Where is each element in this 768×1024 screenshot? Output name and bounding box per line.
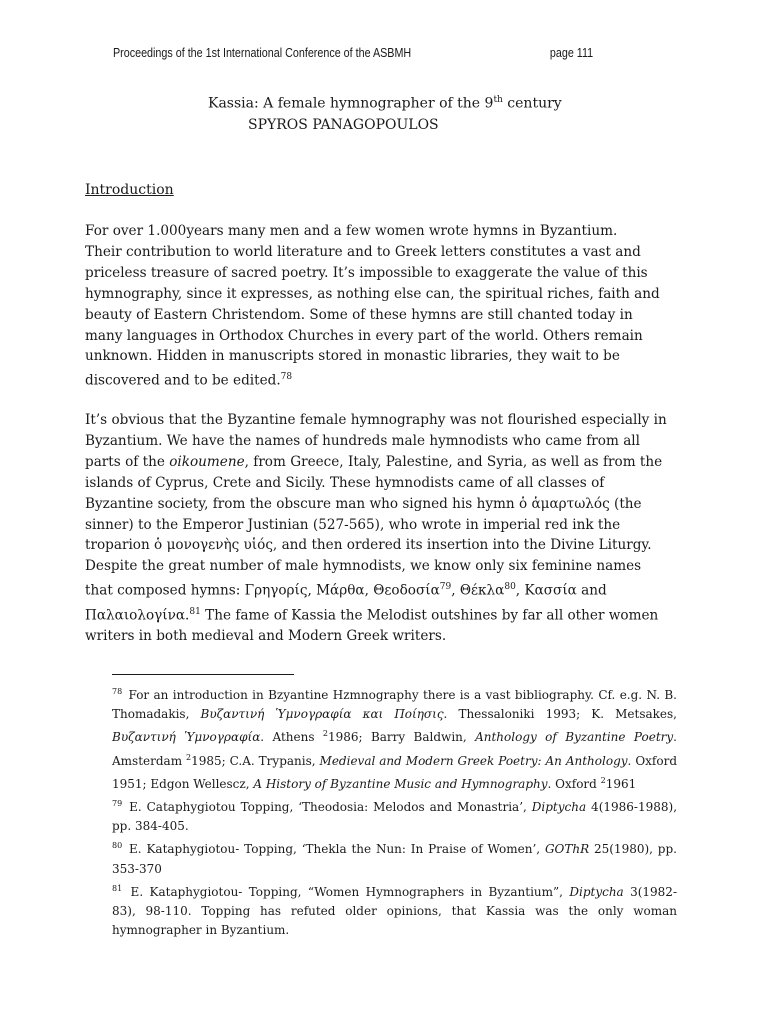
footnote-separator <box>112 674 294 675</box>
text-line <box>85 367 645 391</box>
text-line: writers in both medieval and Modern Greek writers. <box>85 628 447 645</box>
citation-title: GOThR <box>544 842 590 857</box>
footnote-text: 25(1980), pp. 353-370 <box>112 842 677 876</box>
citation-title: Diptycha <box>569 884 624 899</box>
text-segment: Παλαιολογίνα. <box>85 607 190 624</box>
text-line: unknown. Hidden in manuscripts stored in monastic libraries, they wait to be <box>85 348 620 365</box>
citation-title: Medieval and Modern Greek Poetry: An Anthology <box>319 753 628 768</box>
footnote-text: E. Kataphygiotou- Topping, ‘Thekla the Nun: In Praise of Women’, <box>124 842 545 857</box>
running-head-title: Proceedings of the 1st International Conference of the ASBMH <box>113 46 412 60</box>
citation-title: Diptycha <box>531 800 587 815</box>
text-line: It’s obvious that the Byzantine female hymnography was not flourished especially in <box>85 412 667 428</box>
footnote-text: . Oxford <box>547 776 601 791</box>
title-prefix: Kassia: A female hymnographer of the 9 <box>208 95 494 112</box>
paragraph-intro <box>85 221 660 392</box>
text-line: hymnography, since it expresses, as nothing else can, the spiritual riches, faith and <box>85 285 660 302</box>
text-line: Byzantium. We have the names of hundreds male hymnodists who came from all <box>85 432 640 449</box>
text-segment: , Θέκλα <box>451 582 505 599</box>
footnote-ref[interactable]: 78 <box>280 372 293 383</box>
footnote-79 <box>112 794 677 836</box>
edition-superscript: 2 <box>186 752 192 762</box>
footnote-text: . Amsterdam <box>112 730 677 768</box>
footnote-text: 3(1982-83), 98-110. Topping has refuted older opinions, that Kassia was the only woman hymnographer in Byzantium. <box>112 884 677 938</box>
citation-title: Anthology of Byzantine Poetry <box>475 730 674 745</box>
text-line: For over 1.000years many men and a few women wrote hymns in Byzantium. <box>85 223 618 239</box>
italic-term: oikoumene <box>169 453 245 470</box>
text-line: priceless treasure of sacred poetry. It’s impossible to exaggerate the value of this <box>85 264 648 281</box>
text-line: sinner) to the Emperor Justinian (527-565), who wrote in imperial red ink the <box>85 516 621 533</box>
footnote-text: . Oxford 1951; Edgon Wellescz, <box>112 753 678 791</box>
text-segment: , from Greece, Italy, Palestine, and Syria, as well as from the <box>244 453 663 470</box>
footnote-ref[interactable]: 79 <box>439 582 452 593</box>
footnote-81 <box>112 879 677 941</box>
text-segment: discovered and to be edited. <box>85 372 281 389</box>
footnote-mark: 81 <box>112 883 123 893</box>
text-line <box>85 602 659 626</box>
footnote-mark: 79 <box>112 799 123 809</box>
footnote-text: 1961 <box>605 776 637 791</box>
citation-title: Βυζαντινή Ὑμνογραφία και Ποίησις <box>200 707 444 722</box>
text-line <box>85 577 645 601</box>
footnote-text: E. Cataphygiotou Topping, ‘Theodosia: Melodos and Monastria’, <box>124 800 532 815</box>
footnote-mark: 78 <box>112 687 123 696</box>
edition-superscript: 2 <box>600 775 606 785</box>
footnote-mark: 80 <box>112 841 123 851</box>
footnote-78 <box>112 682 677 794</box>
footnote-text: . Athens <box>260 730 323 745</box>
page-number: page 111 <box>549 46 594 60</box>
text-segment: that composed hymns: Γρηγορίς, Μάρθα, Θεοδοσία <box>85 582 440 599</box>
edition-superscript: 2 <box>322 729 328 739</box>
footnotes <box>112 682 677 940</box>
footnote-text: E. Kataphygiotou- Topping, “Women Hymnographers in Byzantium”, <box>124 884 570 899</box>
footnote-ref[interactable]: 80 <box>504 582 516 593</box>
citation-title: A History of Byzantine Music and Hymnography <box>253 776 548 791</box>
paragraph-hymnodists <box>85 410 667 647</box>
text-line: Byzantine society, from the obscure man who signed his hymn ὁ ἁμαρτωλός (the <box>85 495 642 512</box>
text-line <box>85 452 663 473</box>
author-name: SPYROS PANAGOPOULOS <box>248 117 439 133</box>
footnote-text: For an introduction in Bzyantine Hzmnography there is a vast bibliography. Cf. e.g. N. B. Thomadakis, <box>112 688 677 722</box>
footnote-ref[interactable]: 81 <box>189 606 201 617</box>
footnote-text: 1985; C.A. Trypanis, <box>191 753 320 768</box>
text-segment: parts of the <box>85 453 170 470</box>
text-line: Despite the great number of male hymnodists, we know only six feminine names <box>85 558 642 575</box>
citation-title: Βυζαντινή Ὑμνογραφία <box>112 730 261 745</box>
text-line: beauty of Eastern Christendom. Some of these hymns are still chanted today in <box>85 306 633 323</box>
title-suffix: century <box>502 95 562 112</box>
running-head <box>113 46 594 64</box>
footnote-text: . Thessaloniki 1993; K. Metsakes, <box>443 707 677 722</box>
text-segment: The fame of Kassia the Melodist outshines by far all other women <box>200 607 659 624</box>
title-superscript: th <box>493 95 503 105</box>
text-line: many languages in Orthodox Churches in every part of the world. Others remain <box>85 327 643 344</box>
text-line: Their contribution to world literature and to Greek letters constitutes a vast and <box>85 243 641 260</box>
section-heading: Introduction <box>85 182 174 198</box>
footnote-text: 1986; Barry Baldwin, <box>327 730 476 745</box>
footnote-80 <box>112 836 677 878</box>
text-line: islands of Cyprus, Crete and Sicily. These hymnodists came of all classes of <box>85 474 605 491</box>
text-segment: , Κασσία and <box>515 582 607 599</box>
text-line: troparion ὁ μονογενὴς υἱός, and then ordered its insertion into the Divine Liturgy. <box>85 537 652 554</box>
paper-title <box>208 95 562 112</box>
footnote-text: 4(1986-1988), pp. 384-405. <box>112 800 678 834</box>
